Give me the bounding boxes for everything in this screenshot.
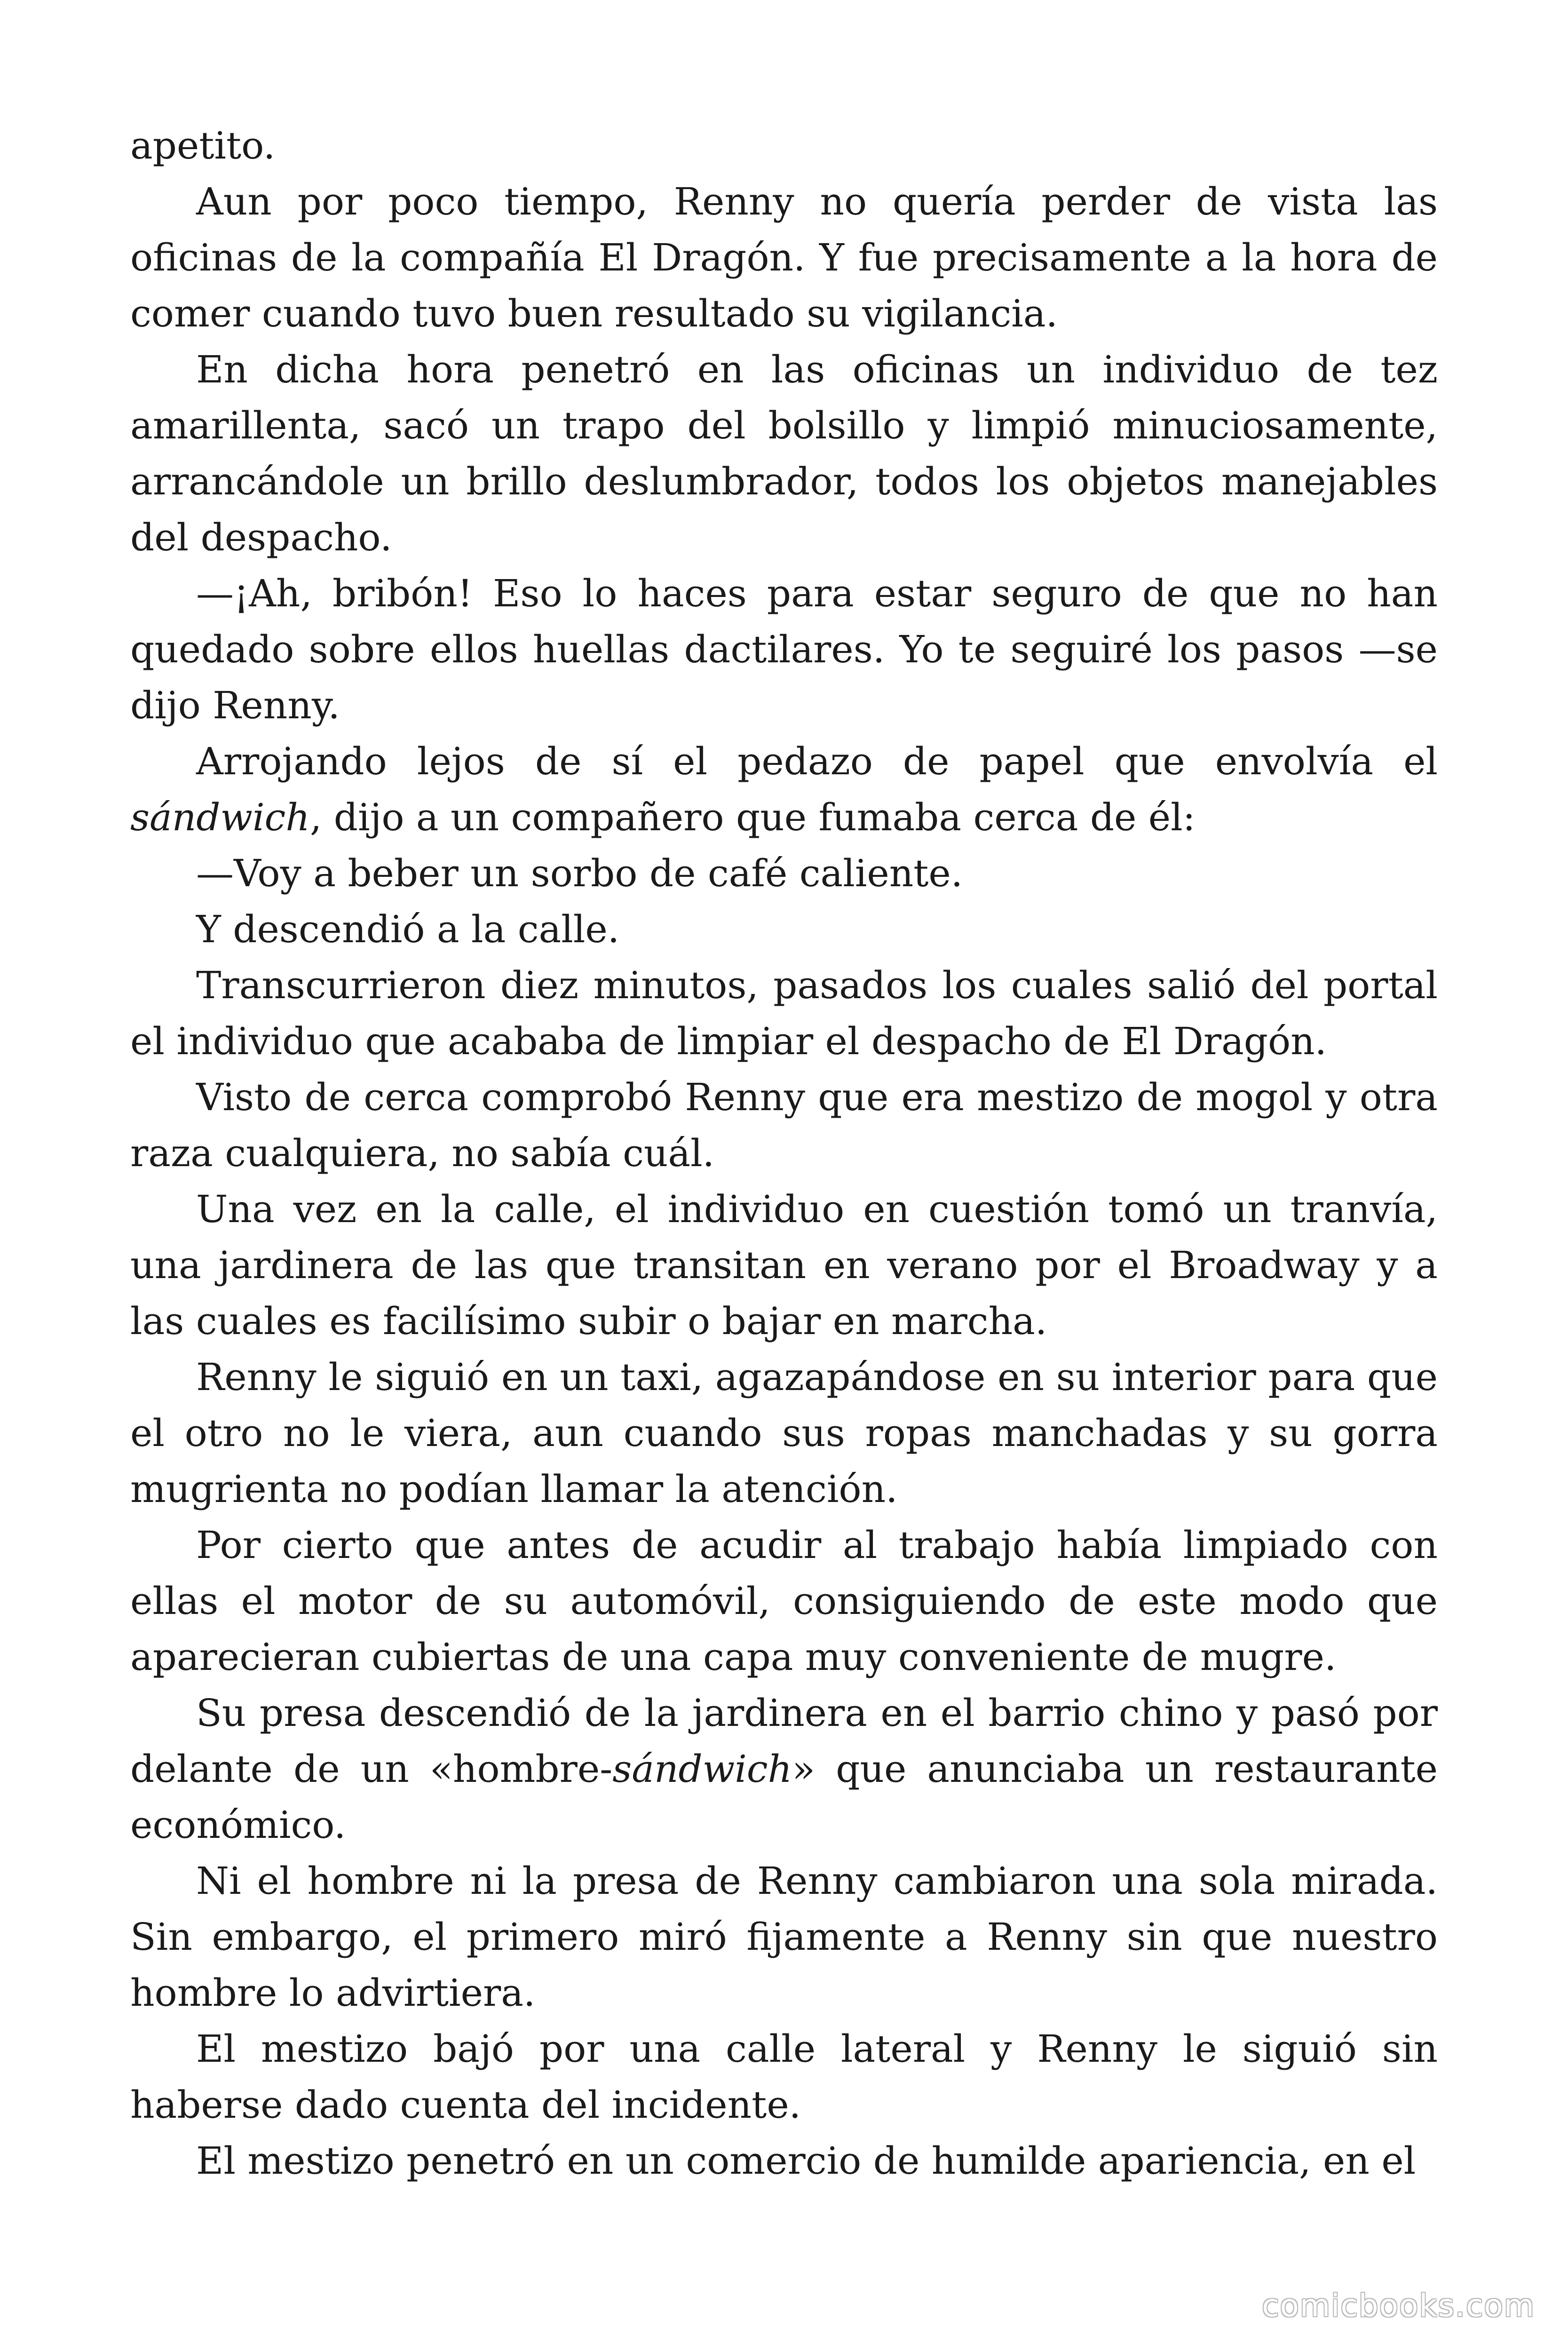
paragraph [130,1349,1438,1517]
text-run: En dicha hora penetró en las oficinas un individuo de tez amarillenta, sacó un trapo del bolsillo y limpió minuciosamente, arrancándole un brillo deslumbrador, todos los objetos manejables del despacho. [130,348,1438,559]
paragraph [130,174,1438,342]
paragraph [130,2021,1438,2133]
paragraph [130,845,1438,901]
paragraph [130,2133,1438,2189]
text-run: —¡Ah, bribón! Eso lo haces para estar seguro de que no han quedado sobre ellos huellas dactilares. Yo te seguiré los pasos —se dijo Renny. [130,572,1438,727]
paragraph [130,1685,1438,1853]
text-run: » que anunciaba un restaurante económico. [130,1747,1438,1847]
text-run: Visto de cerca comprobó Renny que era mestizo de mogol y otra raza cualquiera, no sabía cuál. [130,1075,1438,1175]
paragraph [130,1517,1438,1685]
paragraph [130,1069,1438,1181]
paragraph [130,565,1438,733]
text-run: Una vez en la calle, el individuo en cuestión tomó un tranvía, una jardinera de las que transitan en verano por el Broadway y a las cuales es facilísimo subir o bajar en marcha. [130,1187,1438,1343]
text-run: Y descendió a la calle. [196,907,620,951]
italic-text: sándwich [612,1747,792,1791]
text-run: Su presa descendió de la jardinera en el barrio chino y pasó por delante de un «hombre- [130,1691,1438,1791]
text-run: , dijo a un compañero que fumaba cerca de él: [309,795,1196,839]
paragraph [130,957,1438,1069]
text-run: apetito. [130,124,276,167]
italic-text: sándwich [130,795,310,839]
text-run: El mestizo penetró en un comercio de humilde apariencia, en el [196,2139,1416,2183]
paragraph [130,118,1438,174]
text-run: El mestizo bajó por una calle lateral y Renny le siguió sin haberse dado cuenta del incidente. [130,2027,1438,2127]
text-run: Renny le siguió en un taxi, agazapándose en su interior para que el otro no le viera, aun cuando sus ropas manchadas y su gorra mugrienta no podían llamar la atención. [130,1355,1438,1511]
paragraph [130,1181,1438,1349]
text-run: Ni el hombre ni la presa de Renny cambiaron una sola mirada. Sin embargo, el primero miró fijamente a Renny sin que nuestro hombre lo advirtiera. [130,1859,1438,2015]
paragraph [130,1853,1438,2021]
text-run: Por cierto que antes de acudir al trabajo había limpiado con ellas el motor de su automóvil, consiguiendo de este modo que aparecieran cubiertas de una capa muy conveniente de mugre. [130,1523,1438,1679]
paragraph [130,733,1438,845]
text-run: Arrojando lejos de sí el pedazo de papel que envolvía el [196,739,1438,783]
paragraph [130,342,1438,565]
page-body [130,118,1438,2211]
watermark: comicbooks.com [1262,2288,1535,2324]
text-run: —Voy a beber un sorbo de café caliente. [196,851,963,895]
text-run: Transcurrieron diez minutos, pasados los cuales salió del portal el individuo que acababa de limpiar el despacho de El Dragón. [130,963,1438,1063]
text-run: Aun por poco tiempo, Renny no quería perder de vista las oficinas de la compañía El Dragón. Y fue precisamente a la hora de comer cuando tuvo buen resultado su vigilancia. [130,180,1438,335]
paragraph [130,901,1438,957]
